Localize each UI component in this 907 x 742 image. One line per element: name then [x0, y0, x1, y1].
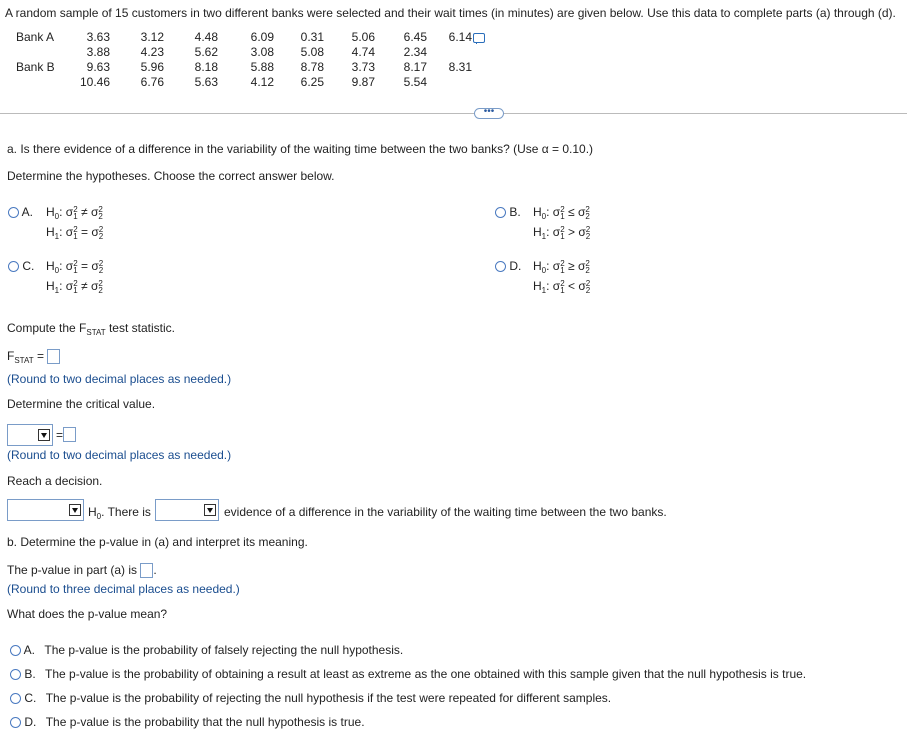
radio-button[interactable] [8, 261, 19, 272]
part-b-question: b. Determine the p-value in (a) and interpret its meaning. [7, 535, 308, 549]
divider [0, 113, 907, 114]
table-cell: 6.14 [448, 30, 472, 44]
problem-intro: A random sample of 15 customers in two different banks were selected and their wait times (in minutes) are given below. Use this data to complete parts (a) through (d). [5, 6, 896, 20]
table-cell: 8.17 [403, 60, 427, 74]
table-cell: 0.31 [300, 30, 324, 44]
table-cell: 3.73 [351, 60, 375, 74]
radio-button[interactable] [10, 693, 21, 704]
pvalue-option[interactable] [10, 715, 365, 729]
table-cell: 5.63 [194, 75, 218, 89]
table-cell: 6.09 [250, 30, 274, 44]
h0-line: $H_0$: σ2 1 = σ2 2 [46, 258, 104, 275]
round-note-3: (Round to three decimal places as needed.) [7, 582, 240, 596]
meaning-prompt: What does the p-value mean? [7, 607, 168, 621]
decision-prompt: Reach a decision. [7, 474, 103, 488]
option-text: The p-value is the probability that the null hypothesis is true. [45, 715, 365, 729]
h0-line: $H_0$: σ2 1 ≥ σ2 2 [533, 258, 590, 275]
fstat-input[interactable] [47, 349, 60, 364]
table-cell: 5.62 [194, 45, 218, 59]
h1-line: $H_1$: σ2 1 < σ2 2 [533, 278, 591, 295]
radio-button[interactable] [495, 207, 506, 218]
pvalue-option[interactable] [10, 691, 611, 705]
table-cell: 3.88 [86, 45, 110, 59]
table-row [14, 45, 472, 60]
bank-label: Bank B [16, 60, 55, 74]
fstat-label: F [7, 349, 15, 363]
pvalue-option[interactable] [10, 667, 806, 681]
round-note-1: (Round to two decimal places as needed.) [7, 372, 232, 386]
table-cell: 2.34 [403, 45, 427, 59]
option-letter: D. [509, 259, 522, 273]
decision-dropdown[interactable] [7, 499, 84, 521]
h1-line: $H_1$: σ2 1 = σ2 2 [46, 224, 104, 241]
there-is-text: . There is [101, 505, 151, 519]
evidence-dropdown[interactable] [155, 499, 219, 521]
fstat-sub: STAT [14, 356, 34, 365]
pvalue-option[interactable] [10, 643, 403, 657]
h0-label: H [88, 505, 97, 519]
table-cell [427, 45, 472, 60]
radio-button[interactable] [8, 207, 19, 218]
option-letter: D. [24, 715, 37, 729]
table-cell: 5.54 [403, 75, 427, 89]
fstat-eq: = [33, 349, 44, 363]
table-cell: 3.08 [250, 45, 274, 59]
h1-line: $H_1$: σ2 1 > σ2 2 [533, 224, 591, 241]
critical-eq: = [56, 428, 64, 442]
table-cell: 4.48 [194, 30, 218, 44]
option-text: The p-value is the probability of falsely rejecting the null hypothesis. [44, 643, 404, 657]
option-letter: C. [24, 691, 37, 705]
dropdown-arrow-icon [38, 429, 50, 441]
dropdown-arrow-icon [204, 504, 216, 516]
h0-line: $H_0$: σ2 1 ≤ σ2 2 [533, 204, 590, 221]
option-letter: A. [21, 205, 34, 219]
pvalue-row [7, 563, 157, 578]
compute-text: Compute the F [7, 321, 87, 335]
table-cell: 9.87 [351, 75, 375, 89]
hypothesis-option[interactable] [8, 204, 104, 241]
table-cell: 8.18 [194, 60, 218, 74]
decision-h0: $H_0$. There is [88, 505, 151, 521]
critical-value-prompt: Determine the critical value. [7, 397, 156, 411]
radio-button[interactable] [495, 261, 506, 272]
radio-button[interactable] [10, 669, 21, 680]
table-cell: 4.74 [351, 45, 375, 59]
hypothesis-option[interactable] [495, 204, 591, 241]
fstat-row [7, 349, 60, 365]
table-cell: 5.06 [351, 30, 375, 44]
table-cell: 6.76 [140, 75, 164, 89]
option-letter: A. [23, 643, 36, 657]
bank-label [14, 45, 70, 60]
table-cell [427, 75, 472, 90]
hypotheses-prompt: Determine the hypotheses. Choose the correct answer below. [7, 169, 335, 183]
compute-suffix: test statistic. [105, 321, 175, 335]
radio-button[interactable] [10, 717, 21, 728]
bank-label [14, 75, 70, 90]
option-text: The p-value is the probability of rejecting the null hypothesis if the test were repeated for different samples. [45, 691, 612, 705]
option-letter: B. [24, 667, 36, 681]
table-cell: 6.25 [300, 75, 324, 89]
table-cell: 3.63 [86, 30, 110, 44]
table-row [14, 75, 472, 90]
radio-button[interactable] [10, 645, 21, 656]
table-cell: 5.08 [300, 45, 324, 59]
compute-fstat-prompt [7, 321, 175, 337]
decision-tail: evidence of a difference in the variability of the waiting time between the two banks. [224, 505, 667, 519]
expand-button[interactable]: ••• [474, 108, 504, 119]
part-a-question: a. Is there evidence of a difference in the variability of the waiting time between the two banks? (Use α = 0.10.) [7, 142, 594, 156]
table-cell: 5.88 [250, 60, 274, 74]
pvalue-input[interactable] [140, 563, 153, 578]
wait-times-table [14, 30, 472, 90]
table-cell: 4.12 [250, 75, 274, 89]
critical-value-input[interactable] [63, 427, 76, 442]
hypothesis-option[interactable] [8, 258, 104, 295]
table-cell: 3.12 [140, 30, 164, 44]
h1-line: $H_1$: σ2 1 ≠ σ2 2 [46, 278, 103, 295]
round-note-2: (Round to two decimal places as needed.) [7, 448, 232, 462]
option-text: The p-value is the probability of obtaining a result at least as extreme as the one obtained with this sample given that the null hypothesis is true. [45, 667, 807, 681]
table-cell: 8.78 [300, 60, 324, 74]
table-cell: 5.96 [140, 60, 164, 74]
compute-sub: STAT [86, 328, 106, 337]
bank-label: Bank A [16, 30, 55, 44]
table-row [14, 30, 472, 45]
hypothesis-option[interactable] [495, 258, 591, 295]
table-cell: 9.63 [86, 60, 110, 74]
table-cell: 10.46 [79, 75, 110, 89]
pvalue-suffix: . [153, 563, 157, 577]
table-cell: 4.23 [140, 45, 164, 59]
table-cell: 6.45 [403, 30, 427, 44]
dropdown-arrow-icon [69, 504, 81, 516]
pvalue-prefix: The p-value in part (a) is [7, 563, 138, 577]
critical-value-dropdown[interactable] [7, 424, 53, 446]
copy-data-icon[interactable] [473, 33, 485, 43]
table-cell: 8.31 [448, 60, 472, 74]
option-letter: C. [22, 259, 35, 273]
table-row [14, 60, 472, 75]
h0-line: $H_0$: σ2 1 ≠ σ2 2 [46, 204, 103, 221]
option-letter: B. [509, 205, 521, 219]
